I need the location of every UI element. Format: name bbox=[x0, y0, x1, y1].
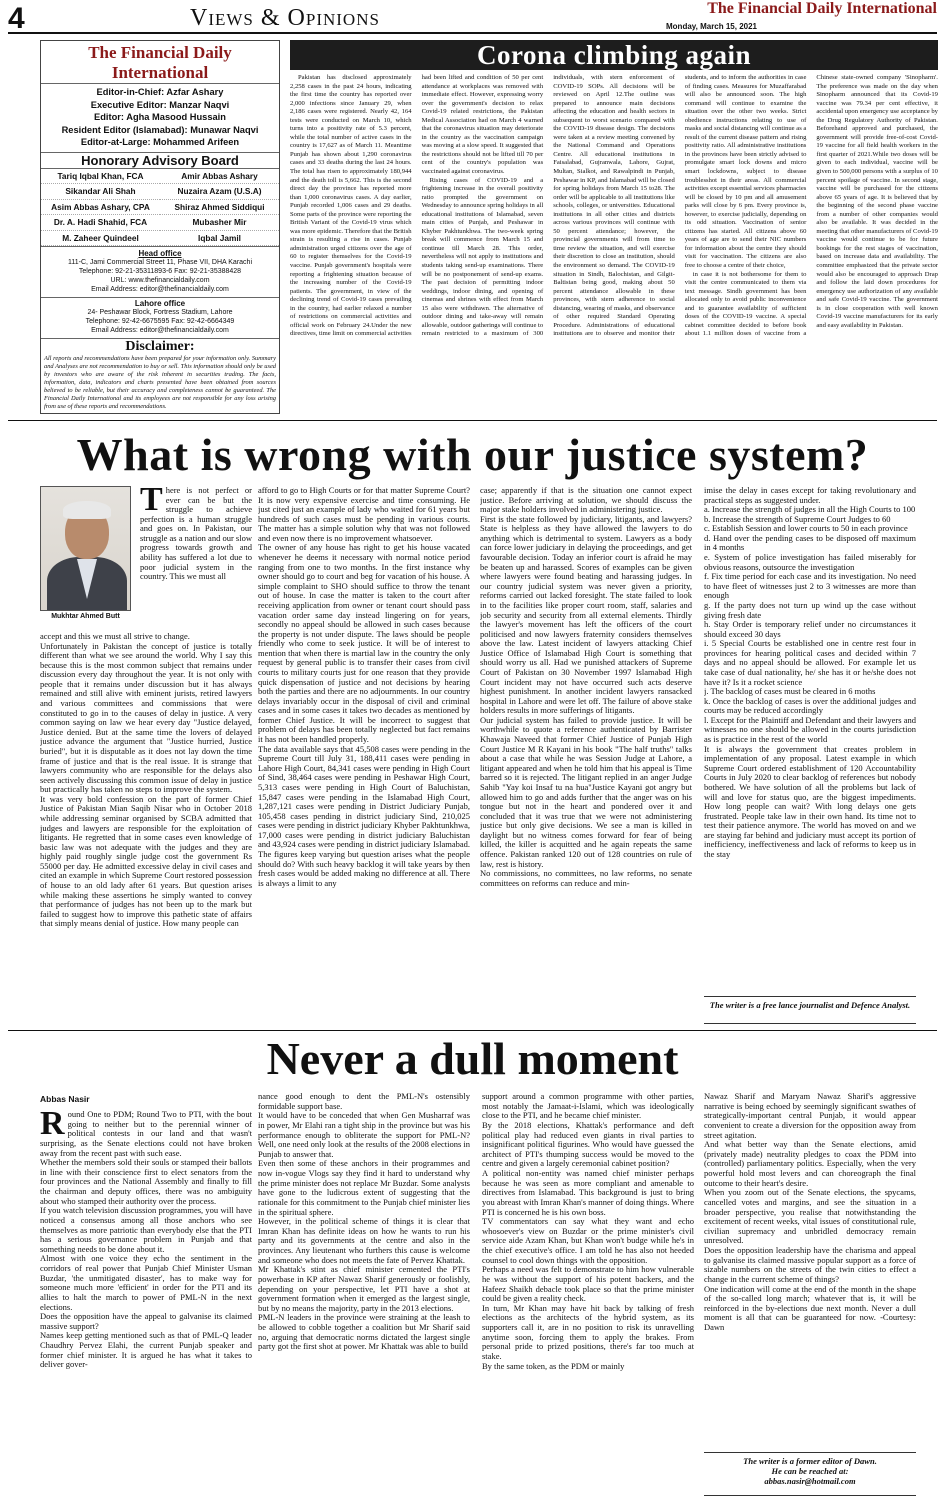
staff-line: Editor-at-Large: Mohammed Arifeen bbox=[80, 137, 240, 147]
advisor: Tariq Iqbal Khan, FCA bbox=[41, 169, 160, 185]
lahore-office-title: Lahore office bbox=[41, 297, 279, 308]
advisor: Sikandar Ali Shah bbox=[41, 184, 160, 200]
advisor: Mubasher Mir bbox=[160, 215, 279, 231]
article-column bbox=[40, 1110, 252, 1500]
staff-line: Editor-in-Chief: Azfar Ashary bbox=[96, 87, 224, 97]
author-photo bbox=[40, 486, 131, 623]
article-headline: Never a dull moment bbox=[266, 1033, 679, 1084]
article-column: afford to go to High Courts or for that matter Supreme Court? It is now very expensive exercise and time consuming. He just cited just an example of lady who waited for 61 years but hundreds of such cases must be pending in various courts. The matter has a simple solution why that was not followed and even now there is no improvement whatsoever. The owner of any house has right to get his house vacated whenever he deems it necessary with normal notice period ranging from one to two months. In the first instance why owner should go to court and beg for vacation of his house. A simple complaint to SHO should suffice to throw the tenant out of house. In case the matter is taken to the court after receiving application from owner or tenant court should pass vacation order same day instead lingering on for years, secondly no appeal should be allowed in such cases because the property is not under dispute. The laws should be people friendly who come to seek justice. It will be of interest to mention that when there is martial law in the country the only request by general public is to transfer their cases from civil courts to military courts just for one reason that they provide quick dispensation of justice and not decisions by hearing both the parties and there are no adjournments. In our country delays invariably occur in the disposal of civil and criminal cases and in some cases it takes two decades as mentioned by former Chief Justice. It will be incorrect to suggest that problem of delays has been totally neglected but fact remains it has not been handled properly. The data available says that 45,508 cases were pending in the Supreme Court till July 31, 188,411 cases were pending in Lahore High Court, 84,341 cases were pending in High Court of Sind, 38,464 cases were pending in Peshawar High Court, 5,313 cases were pending in High Court of Baluchistan, 15,847 cases were pending in the Islamabad High Court, 1,287,121 cases were pending in District Judiciary Punjab, 105,458 cases pending in district judiciary Sind, 210,025 cases were pending in district judiciary Khyber Pakhtunkhwa, 17,000 cases were pending in district judiciary Baluchistan and 43,924 cases were pending in district judiciary Islamabad. The figures keep varying but question arises what the people should do? With such heavy backlog it will take years by then fresh cases would be added making no difference at all. There is always a limit to any bbox=[258, 486, 470, 888]
article-column: accept and this we must all strive to change. Unfortunately in Pakistan the concept of justice is totally different than what we see around the world. Why I say this because this is the most common subject that remains under discussion every day throughout the year. It is not only with people that it remains under discussion but it has always remained and still alive with eminent jurists, retired lawyers and various committees and commissions that were constituted to go in to the causes of delay in justice. A very common saying on law we hear every day "Justice delayed, Justice denied. But at the same time the lovers of delayed justice advance the argument that "Justice hurried, Justice buried", but it is disputable as it does not lay down the time frame of justice and that is the real issue. It is strange that lawyers community who are responsible for the delays also seen actively discussing this common issue of delay in justice but practically has taken no steps to improve the system. It was very bold confession on the part of former Chief Justice of Pakistan Mian Saqib Nisar who in October 2018 while addressing seminar organised by SCBA admitted that judges and lawyers are responsible for the exploitation of litigants. He regretted that in some cases even knowledge of basic law was not adequate with the judges and they are highly paid roughly single judge cost the government Rs 55000 per day. He admitted excessive delay in civil cases and cited an example in which Supreme Court restored possession of house to an old lady after 61 years. But question arises while making these assertions he simply wanted to convey that performance of judges has not been up to the mark but failed to suggest how to improve this pathetic state of affairs that simply means denial of justice. How many people can bbox=[40, 632, 252, 929]
email-link[interactable]: Email Address: editor@thefinancialdaily.com bbox=[91, 327, 229, 334]
advisor: Nuzaira Azam (U.S.A) bbox=[160, 184, 279, 200]
article-column: nance good enough to dent the PML-N's ostensibly formidable support base. It would have to be conceded that when Gen Musharraf was in power, Mr Elahi ran a tight ship in the province but was his performance enough to obliterate the support for PML-N? Well, one need only look at the results of the 2008 elections in Punjab to answer that. Even then some of these anchors in their programmes and now in-vogue Vlogs say they find it hard to understand why the prime minister does not replace Mr Buzdar. Some analysts have gone to the ludicrous extent of suggesting that the rationale for this commitment to the Punjab chief minister lies in the spiritual sphere. However, in the political scheme of things it is clear that Imran Khan has definite ideas on how he wants to run his party and its governments at the centre and also in the provinces. Any lieutenant who furthers this cause is welcome and someone who does not meets the fate of Pervez Khattak. Mr Khattak's stint as chief minister cemented the PTI's powerbase in KP after Nawaz Sharif generously or foolishly, depending on your perspective, let PTI have a shot at government formation when it emerged as the largest single, but by no means the majority, party in the 2013 elections. PML-N leaders in the province were straining at the leash to be allowed to cobble together a coalition but Mr Sharif said no, arguing that democratic norms dictated the largest single party got the first shot at power. Mr Khattak was able to build bbox=[258, 1092, 470, 1352]
drop-cap: R bbox=[40, 1110, 65, 1142]
disclaimer-title: Disclaimer: bbox=[41, 338, 279, 355]
staff-box bbox=[40, 40, 280, 414]
advisor: M. Zaheer Quindeel bbox=[41, 231, 160, 247]
page-number: 4 bbox=[8, 2, 25, 35]
article-column: Nawaz Sharif and Maryam Nawaz Sharif's aggressive narrative is being echoed by seemingly significant swathes of strategically-important central Punjab, it would appear convenient to create a diversion for the opposition away from street agitation. And what better way than the Senate elections, amid (privately made) neutrality pledges to coax the PDM into (controlled) parliamentary politics. Especially, when the very powerful hold most levers and can choreograph the final outcome to their heart's desire. When you zoom out of the Senate elections, the spycams, cancelled votes and margins, and see the situation in a broader perspective, you realise that notwithstanding the excitement of recent weeks, vital issues of constitutional rule, civilian supremacy and unbridled democracy remain unresolved. Does the opposition leadership have the charisma and appeal to galvanise its claimed massive popular support as a force of sizable numbers on the streets of the twin cities to effect a change in the current scheme of things? One indication will come at the end of the month in the shape of the so-called long march; whatever that is, it will be reinforced in the by-elections due next month. Never a dull moment is all that can be guaranteed for now. -Courtesy: Dawn bbox=[704, 1092, 916, 1332]
email-link[interactable]: Email Address: editor@thefinancialdaily.com bbox=[91, 286, 229, 293]
article-text: here is not perfect or ever can be but the struggle to achieve perfection is a human struggle and goes on. In Pakistan, our struggle as a nation and our slow progress towards growth and ability has suffered a lot due to poor judicial system in the country. This we must all bbox=[140, 486, 252, 582]
editorial-paragraph: Pakistan has disclosed approximately 2,258 cases in the past 24 hours, indicating the first time the country has reported over 2,000 infections since January 29, when 2,186 cases were registered. Nearly 42, 164 tests were conducted on March 10, which turns into a positivity rate of 5.3 percent, while the total number of active cases in the country is 17,627 as of March 11. Meantime Punjab has shown about 1,290 coronavirus cases and 33 deaths during the last 24 hours. The total has risen to approximately 180,944 and the death toll is 5,662. This is the second direct day the province has reported more than 1,000 coronavirus cases. A day earlier, Punjab recorded 1,006 cases and 29 deaths. Some parts of the province were reporting the British Variant of the Covid-19 virus which was more epidemic. Therefore that the British strain is resulting a rise in cases. Punjab administration urged citizens over the age of 60 to register themselves for the Covid-19 vaccine. Punjab government's hospitals were reporting a frightening situation because of the increasing number of the Covid-19 patients. The government, in view of the declining trend of Covid-19 cases prevailing in the country, had earlier relaxed a number of restrictions on commercial activities and official work on February 24.Under the new directives, time limit on commercial activities had been lifted and condition of 50 per cent attendance at workplaces was removed with immediate effect. However, expressing worry over the government's decision to relax Covid-19 related restrictions, the Pakistan Medical Association had on March 4 warned that the coronavirus situation may deteriorate in the country as the vaccination campaign was moving at a slow speed. It suggested that the restrictions should not be lifted till 70 per cent of the country's population was vaccinated against coronavirus. bbox=[290, 74, 544, 338]
article-column bbox=[140, 486, 252, 632]
article-text: ound One to PDM; Round Two to PTI, with the bout going to neither but to the perennial winner of political contests in our land and that wasn't surprising, as the Senate elections could not have broken away from the recent past with such ease. Whether the members sold their souls or stamped their ballots in line with their conscience first to elect senators from the four provinces and the National Assembly and finally to fill the chairman and deputy offices, there was no ambiguity about who stamped their authority over the process. If you watch television discussion programmes, you will have noticed a consensus among all those anchors who see themselves as more patriotic than everybody else that the PTI has a serious governance problem in Punjab and that something needs to be done about it. Almost with one voice they echo the sentiment in the corridors of real power that Punjab Chief Minister Usman Buzdar, 'the unmitigated disaster', has to make way for someone much more 'efficient' in order for the PTI and its allies to halt the march to power of PML-N in the next elections. Does the opposition have the appeal to galvanise its claimed massive support? Names keep getting mentioned such as that of PML-Q leader Chaudhry Pervez Elahi, the current Punjab speaker and former chief minister. It is argued he has what it takes to deliver gover- bbox=[40, 1110, 252, 1370]
top-rule bbox=[8, 32, 937, 34]
editorial-title: Corona climbing again bbox=[290, 40, 938, 70]
address-line: 111-C, Jami Commercial Street 11, Phase VII, DHA Karachi bbox=[67, 259, 252, 266]
address-line: Telephone: 92-42-6675595 Fax: 92-42-6664349 bbox=[85, 318, 235, 325]
head-office-address bbox=[41, 258, 279, 294]
advisory-board-list bbox=[41, 169, 279, 248]
author-email-link[interactable]: abbas.nasir@hotmail.com bbox=[764, 1476, 856, 1486]
drop-cap: T bbox=[140, 486, 163, 518]
issue-date: Monday, March 15, 2021 bbox=[666, 22, 757, 31]
address-line: Telephone: 92-21-35311893-6 Fax: 92-21-35388428 bbox=[78, 268, 242, 275]
masthead-name: The Financial Daily International bbox=[707, 0, 937, 17]
advisor: Iqbal Jamil bbox=[160, 231, 279, 247]
staff-publication-name: The Financial Daily International bbox=[41, 41, 279, 84]
staff-list bbox=[41, 84, 279, 149]
article-column: support around a common programme with other parties, most notably the Jamaat-i-Islami, which was ideologically close to the PTI, and he became chief minister. By the 2018 elections, Khattak's performance and deft political play had reduced even giants in rival parties to insignificant political figurines. Who would have guessed the architect of PTI's thumping success would be moved to the centre and given a largely ceremonial cabinet position? A political non-entity was named chief minister perhaps because he was seen as more compliant and amenable to directives from Islamabad. This background is just to bring you abreast with Imran Khan's manner of doing things. Where PTI is concerned he is his own boss. TV commentators can say what they want and echo whosoever's view on Buzdar or the prime minister's civil service aide Azam Khan, but Khan won't budge while he's in the chief executive's office. I am told he has also not heeded counsel to cool down things with the opposition. Perhaps a need was felt to demonstrate to him how vulnerable he was without the support of his potent backers, and the Hafeez Shaikh debacle took place so that the prime minister could be given a reality check. In turn, Mr Khan may have hit back by talking of fresh elections as the architects of the hybrid system, as its supporters call it, are in no position to risk its unravelling anytime soon, forcing them to apply the brakes. From personal pride to prized positions, there's far too much at stake. By the same token, as the PDM or mainly bbox=[482, 1092, 694, 1371]
disclaimer-text: All reports and recommendations have been prepared for your information only. Summary and Analyses are not recommendation to buy or sell. This information should only be used by investors who are aware of the risk inherent in securities trading. The facts, information, data, indicators and charts presented have been obtained from sources believed to be reliable, but their accuracy and completeness cannot be guaranteed. The Financial Daily International and its employees are not responsible for any loss arising from use of these reports and recommendations. bbox=[44, 355, 276, 410]
article-column: case; apparently if that is the situation one cannot expect justice. Before arriving at solution, we should discuss the major stake holders involved in administering justice. First is the state followed by judiciary, litigants, and lawyers? State is helpless as they have allowed the lawyers to do anything which is detrimental to system. Lawyers as a body can force lower judiciary in delaying the proceedings, and get favourable decision. Today an inferior court is afraid he may be beaten up and harassed. Scores of examples can be given where lawyers were found beating and harassing judges. In our country judicial system was never given a priority, reforms carried out lacked foresight. The state failed to look in to the facilities like proper court room, staff, salaries and job security and security from all external elements. Thirdly the lawyer's movement has left the officers of the court politicised and now lawyers fraternity considers themselves above the law. Latest incident of lawyers attacking Chief Justice Office of Islamabad High Court is something that should worry us all. Had we punished attackers of Supreme Court of Pakistan on 30 November 1997 Islamabad High Court incident may not have occurred such acts deserve highest punishment. In another incident lawyers ransacked hospital in Lahore and were let off. The failure of above stake holders results in more sufferings of litigants. Our judicial system has failed to provide justice. It will be worthwhile to quote a reference authenticated by Barrister Khawaja Naveed that former Chief Justice of Punjab High Court Justice M R Kayani in his book "The half truths" talks about a case that while he was Session Judge at Lahore, a litigant appeared and when he told him that his appeal is Time barred so it is rejected. The litigant replied in an anger Judge Sahib "Yay koi Insaf tu na hua"Justice Kayani got angry but allowed him to go and adds further that the anger was on his tongue but not in the heart and pondered over it and concluded that it was true that we were not administering justice but only give decisions. We see a man is killed in daylight but no witness comes forward for fear of being killed, the killer is acquitted and he again repeats the same offence. Pakistan ranked 120 out of 128 countries on rule of law, rest is history. No commissions, no committees, no law reforms, no senate committees on reforms can reduce and min- bbox=[480, 486, 692, 888]
editorial-paragraph: in case it is not bothersome for them to visit the centre communicated to them via text message. Sindh government has been allocated only to avoid public inconvenience and to guarantee availability of sufficient doses of the COVID-19 vaccine. A special cabinet committee decided to before book about 1.1 million doses of vaccine from a Chinese state-owned company 'Sinopharm'. The preference was made on the day when Sinopharm announced that its Covid-19 vaccine was 79.34 per cent effective, it accidental upon emergency use acceptance by the Drug Regulatory Authority of Pakistan. Beforehand approved and purchased, the government will provide free-of-cost Covid-19 vaccine for all field health workers in the first quarter of 2021.While two doses will be given to each individual, vaccine will be given to 500,000 persons with a surplus of 10 percent spoilage of vaccine. In second stage, vaccine will be purchased for the citizens above 65 years of age. It is believed that by the beginning of the second phase vaccine from a number of other companies would also be available. It was decided in the meeting that other manufacturers of Covid-19 vaccine would continue to be for future bookings for the rest stages of vaccination, based on increase data and availability. The committee emphasized that the private sector would also be encouraged to approach Drap and follow the laid down procedures for emergency use authorization of any available and safe Covid-19 vaccine. The government is in close cooperation with well known Covid-19 vaccine manufacturers for its early and easy availability in Pakistan. bbox=[684, 74, 938, 338]
article-headline: What is wrong with our justice system? bbox=[76, 429, 869, 480]
author-note-line: The writer is a former editor of Dawn. bbox=[743, 1456, 877, 1466]
byline: Abbas Nasir bbox=[40, 1094, 90, 1104]
section-divider bbox=[8, 420, 937, 421]
advisor: Asim Abbas Ashary, CPA bbox=[41, 200, 160, 216]
website-link[interactable]: URL: www.thefinancialdaily.com bbox=[110, 277, 210, 284]
advisor: Dr. A. Hadi Shahid, FCA bbox=[41, 215, 160, 231]
advisory-board-title: Honorary Advisory Board bbox=[41, 152, 279, 169]
article-column: imise the delay in cases except for taking revolutionary and practical steps as suggested under. a. Increase the strength of judges in all the High Courts to 100 b. Increase the strength of Supreme Court Judges to 60 c. Establish Session and lower courts to 50 in each province d. Hand over the pending cases to be disposed off maximum in 4 months e. System of police investigation has failed miserably for obvious reasons, outsource the investigation f. Fix time period for each case and its investigation. No need to have fleet of witnesses just 2 to 3 witnesses are more than enough g. If the party does not turn up wind up the case without giving fresh date h. Stay Order is temporary relief under no circumstances it should exceed 30 days i. 5 Special Courts be established one in centre rest four in provinces for hearing political cases and decided within 7 days and no appeal should be allowed. For example let us take case of dual nationality, he/ she has it or he/she does not have it? Is it a rocket science j. The backlog of cases must be cleared in 6 moths k. Once the backlog of cases is over the additional judges and courts may be reduced accordingly l. Except for the Plaintiff and Defendant and their lawyers and witnesses no one should be allowed in the courts jurisdiction as is practice in the rest of the world It is always the government that creates problem in implementation of any proposal. Latest example in which Supreme Court ordered establishment of 120 Accountability Courts in July 2020 to clear backlog of references but nobody bothered. We have solution of all the problems but lack of will and love for status quo, are the biggest impediments. How long people can wait? With long delays one gets frustrated. People take law in their own hand. Its time not to test their patience anymore. The world has moved on and we are staying far behind and judiciary must accept its portion of inefficiency, ineffectiveness and lack of reforms to keep us in the stay bbox=[704, 486, 916, 859]
editorial-body bbox=[290, 74, 938, 418]
lahore-office-address bbox=[41, 308, 279, 335]
author-note-line: He can be reached at: bbox=[771, 1466, 849, 1476]
address-line: 24- Peshawar Block, Fortress Stadium, Lahore bbox=[87, 309, 233, 316]
advisor: Shiraz Ahmed Siddiqui bbox=[160, 200, 279, 216]
staff-line: Resident Editor (Islamabad): Munawar Naqvi bbox=[61, 124, 259, 135]
author-photo-caption: Mukhtar Ahmed Butt bbox=[40, 610, 131, 623]
section-divider bbox=[8, 1030, 937, 1031]
staff-line: Editor: Agha Masood Hussain bbox=[94, 112, 226, 122]
advisor: Amir Abbas Ashary bbox=[160, 169, 279, 185]
editorial-paragraph: Rising cases of COVID-19 and a frightening increase in the overall positivity ratio prompted the government on Wednesday to announce spring holidays in all educational institutions of Islamabad, seven main cities of Punjab, and Peshawar in Khyber Pakhtunkhwa. The two-week spring break will commence from March 15 and continue till March 28. This order, nevertheless will not apply to institutions and students taking send-up examinations. There will be no postponement of send-up exams. The past decision of permitting indoor weddings, indoor dining, and opening of cinemas and shrines with effect from March 15 also were withdrawn. The alternative of outdoor dining and take-away will remain allowable, outdoor gatherings will continue to remain restricted to a maximum of 300 individuals, with stern enforcement of COVID-19 SOPs. All decisions will be reviewed on April 12.The outline was prepared to announce main decisions affecting the education and health sectors in subsequent to worst scenario compared with the COVID-19 disease design. The decisions were taken at a review meeting convened by the National Command and Operations Centre. All educational institutions in Faisalabad, Gujranwala, Lahore, Gujrat, Multan, Sialkot, and Rawalpindi in Punjab, Peshawar in KP, and Islamabad will be closed for spring holidays from March 15 to28. The order will be applicable to all institutions like schools, colleges, or universities. Educational institutions in all other cities and districts across various provinces will continue with 50 percent attendance; however, the provincial governments will from time to time review the situation, and will exercise their discretion to close an institution, should the environment so demand. The COVID-19 situation in Sindh, Balochistan, and Gilgit-Baltistan being good, making about 50 percent attendance allowable in these provinces, with stern adherence to social distancing, wearing of masks, and observance of other required Standard Operating Procedure. Administrations of educational institutions are to observe and monitor their students, and to inform the authorities in case of finding cases. Measures for Muzaffarabad will also be announced soon. The high command will continue to examine the situation over the other two weeks. Strict obedience instructions relating to use of masks and social distancing will continue as a result of the current disease pattern and rising positivity ratio. All administrative institutions in the provinces have been strictly advised to promulgate smart lock downs and micro smart lockdowns, subject to disease troublesshot in their areas. All commercial activities except essential services pharmacies will be closed by 10 pm and all amusement parks will close by 6 pm. Every province is, however, to exercise judicially, depending on its odd situation. Vaccination of senior citizens has started. All citizens above 60 years of age are to send their NIC numbers for information about the centre they should visit for vaccination. The citizens are also free to choose a centre of their choice, bbox=[421, 74, 807, 338]
author-note bbox=[704, 1452, 916, 1496]
author-note: The writer is a free lance journalist and Defence Analyst. bbox=[704, 996, 916, 1024]
staff-line: Executive Editor: Manzar Naqvi bbox=[90, 99, 230, 110]
head-office-title: Head office bbox=[138, 249, 182, 258]
section-title: Views & Opinions bbox=[190, 5, 380, 31]
